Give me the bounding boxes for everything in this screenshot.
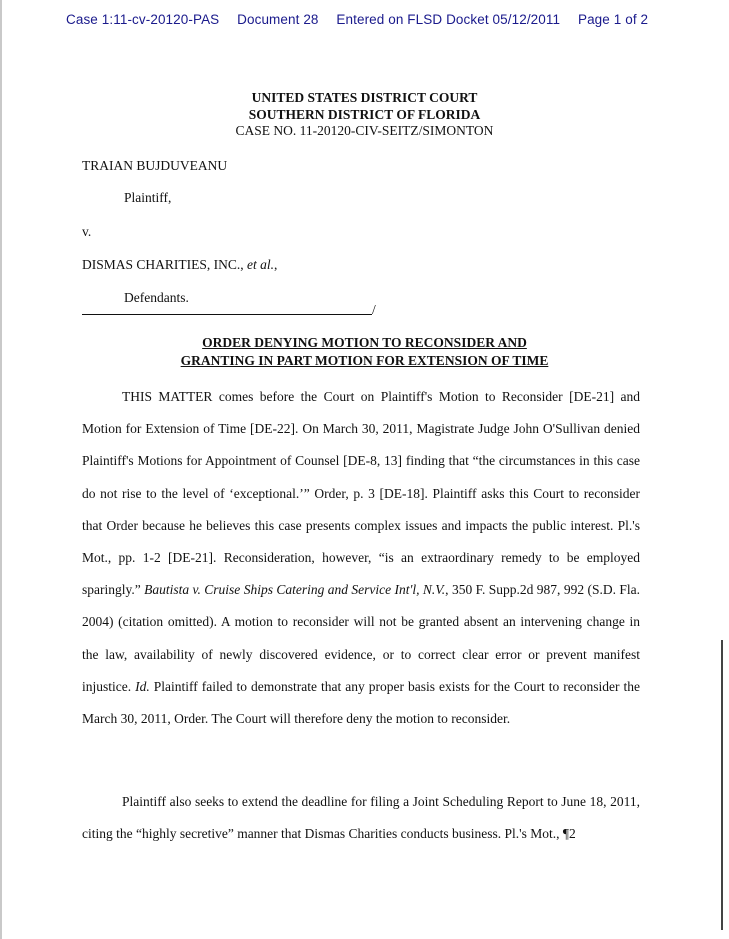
- court-district: SOUTHERN DISTRICT OF FLORIDA: [248, 107, 481, 122]
- plaintiff-label: Plaintiff,: [124, 190, 172, 205]
- id-citation: Id.: [135, 678, 150, 694]
- header-entered-date: Entered on FLSD Docket 05/12/2011: [336, 12, 561, 27]
- scan-left-edge: [0, 0, 2, 939]
- docket-header: [66, 12, 662, 27]
- caption-rule: [82, 314, 372, 315]
- header-document-number: Document 28: [237, 12, 319, 27]
- plaintiff-name: TRAIAN BUJDUVEANU: [82, 158, 228, 173]
- paragraph-1-text-b: , 350 F. Supp.2d 987, 992 (S.D. Fla. 2004) (citation omitted). A motion to reconsider will not be granted absent an intervening change in the law, availability of newly discovered evidence, or to correct clear error or prevent manifest injustice.: [82, 582, 640, 694]
- header-case-number: Case 1:11-cv-20120-PAS: [66, 12, 220, 27]
- versus-label: v.: [82, 224, 92, 239]
- order-title: [0, 334, 729, 370]
- scan-right-edge: [721, 640, 723, 930]
- defendants-label: Defendants.: [124, 290, 189, 305]
- order-title-line1: ORDER DENYING MOTION TO RECONSIDER AND: [202, 335, 527, 350]
- order-title-line2: GRANTING IN PART MOTION FOR EXTENSION OF TIME: [180, 353, 549, 368]
- defendant-comma: ,: [274, 257, 278, 272]
- court-name: UNITED STATES DISTRICT COURT: [251, 90, 478, 105]
- body-paragraph-2: [82, 786, 640, 850]
- paragraph-2-text: Plaintiff also seeks to extend the deadline for filing a Joint Scheduling Report to June 18, 2011, citing the “highly secretive” manner that Dismas Charities conducts business. Pl.'s Mot., ¶2: [82, 794, 640, 842]
- defendant-name-text: DISMAS CHARITIES, INC.,: [82, 257, 244, 272]
- paragraph-1-text-a: THIS MATTER comes before the Court on Plaintiff's Motion to Reconsider [DE-21] and Motion for Extension of Time [DE-22]. On March 30, 2011, Magistrate Judge John O'Sullivan denied Plaintiff's Motions for Appointment of Counsel [DE-8, 13] finding that “the circumstances in this case do not rise to the level of ‘exceptional.’” Order, p. 3 [DE-18]. Plaintiff asks this Court to reconsider that Order because he believes this case presents complex issues and impacts the public interest. Pl.'s Mot., pp. 1-2 [DE-21]. Reconsideration, however, “is an extraordinary remedy to be employed sparingly.”: [82, 389, 640, 598]
- court-heading: [0, 89, 729, 123]
- defendant-etal: et al.: [247, 257, 275, 272]
- case-citation: Bautista v. Cruise Ships Catering and Service Int'l, N.V.: [144, 582, 446, 598]
- body-paragraph-1: [82, 381, 640, 735]
- header-page-count: Page 1 of 2: [577, 12, 649, 27]
- caption-slash: /: [372, 302, 376, 317]
- paragraph-1-text-c: Plaintiff failed to demonstrate that any proper basis exists for the Court to reconsider the March 30, 2011, Order. The Court will therefore deny the motion to reconsider.: [82, 678, 640, 727]
- defendant-name: [82, 257, 277, 273]
- case-number: CASE NO. 11-20120-CIV-SEITZ/SIMONTON: [235, 123, 494, 138]
